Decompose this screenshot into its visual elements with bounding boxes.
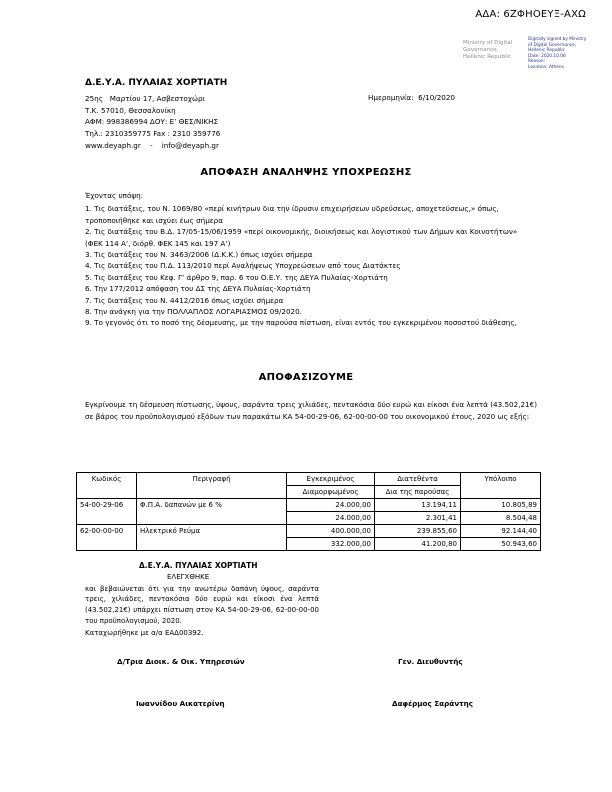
registration-line: Καταχωρήθηκε με α/α ΕΑΔ00392. (85, 628, 204, 637)
stamp-line: of Digital Governance, (528, 42, 577, 48)
amount-cell: 50.943,60 (461, 538, 541, 551)
ministry-line: Ministry of Digital (463, 40, 513, 46)
col-header-allocated: Διατεθέντα (375, 473, 461, 486)
legal-item-5: 5. Τις διατάξεις του Κεφ. Γ’ άρθρο 9, παρ. 6 του Ο.Ε.Υ. της ΔΕΥΑ Πυλαίας-Χορτιάτη (85, 272, 388, 282)
code-cell: 54-00-29-06 (77, 499, 137, 525)
col-header-balance: Υπόλοιπο (461, 473, 541, 499)
signature-title-left: Δ/Τρια Διοικ. & Οικ. Υπηρεσιών (117, 657, 245, 666)
decision-paragraph: Εγκρίνουμε τη δέσμευση πίστωσης, ύψους, σαράντα τρεις χιλιάδες, πεντακόσια δύο ευρώ και είκοσι ένα λεπτά (43.502,21€) σε βάρος του προϋπολογισμού εξόδων των παρακάτω ΚΑ 54-00-29-06, 62-00-00-00 του οικονομικού έτους, 2020 ως εξής: (85, 400, 537, 421)
legal-item-7: 7. Τις διατάξεις του Ν. 4412/2016 όπως ισχύει σήμερα (85, 295, 284, 305)
signature-name-right: Δαφέρμος Σαράντης (392, 699, 474, 708)
amount-cell: 332.000,00 (287, 538, 375, 551)
date-label: Ημερομηνία: 6/10/2020 (368, 93, 455, 102)
ada-code: ΑΔΑ: 6ΖΦΗΟΕΥΞ-ΑΧΩ (475, 9, 586, 20)
amount-cell: 92.144,40 (461, 525, 541, 538)
signature-name-left: Ιωαννίδου Αικατερίνη (136, 699, 225, 708)
table-header-row (77, 473, 541, 486)
stamp-line: Hellenic Republic (528, 48, 565, 53)
legal-basis-section (85, 190, 537, 329)
amount-cell: 2.301,41 (375, 512, 461, 525)
col-header-description: Περιγραφή (137, 473, 287, 499)
postal-line: Τ.Κ. 57010, Θεσσαλονίκη (85, 105, 176, 115)
amount-cell: 24.000,00 (287, 512, 375, 525)
ministry-line: Governance, (463, 47, 499, 53)
ministry-line: Hellenic Republic (463, 54, 512, 60)
amount-cell: 400.000,00 (287, 525, 375, 538)
table-row (77, 525, 541, 538)
legal-item-3: 3. Τις διατάξεις του Ν. 3463/2006 (Δ.Κ.Κ.) όπως ισχύει σήμερα (85, 250, 313, 260)
col-subheader-adjusted: Διαμορφωμένος (287, 486, 375, 499)
verification-org-name: Δ.Ε.Υ.Α. ΠΥΛΑΙΑΣ ΧΟΡΤΙΑΤΗ (139, 561, 258, 570)
organization-name: Δ.Ε.Υ.Α. ΠΥΛΑΙΑΣ ΧΟΡΤΙΑΤΗ (85, 78, 228, 88)
col-header-approved: Εγκεκριμένος (287, 473, 375, 486)
amount-cell: 239.855,60 (375, 525, 461, 538)
col-header-code: Κωδικός (77, 473, 137, 499)
description-cell: Ηλεκτρικό Ρεύμα (137, 525, 287, 551)
document-title: ΑΠΟΦΑΣΗ ΑΝΑΛΗΨΗΣ ΥΠΟΧΡΕΩΣΗΣ (200, 167, 412, 178)
table-row (77, 499, 541, 512)
amount-cell: 10.805,89 (461, 499, 541, 512)
amount-cell: 24.000,00 (287, 499, 375, 512)
amount-cell: 41.200,80 (375, 538, 461, 551)
tax-id-line: ΑΦΜ: 998386994 ΔΟΥ: Ε’ ΘΕΣ/ΝΙΚΗΣ (85, 117, 219, 127)
legal-item-4: 4. Τις διατάξεις του Π.Δ. 113/2010 περί Αναλήψεως Υποχρεώσεων από τους Διατάκτες (85, 261, 401, 271)
legal-item-9: 9. Το γεγονός ότι το ποσό της δέσμευσης, με την παρούσα πίστωση, είναι εντός του εγκεκριμένου ποσοστού διάθεσης, (85, 318, 517, 328)
amount-cell: 13.194,11 (375, 499, 461, 512)
address-line: 25ης Μαρτίου 17, Ασβεστοχώρι (85, 93, 205, 103)
code-cell: 62-00-00-00 (77, 525, 137, 551)
description-cell: Φ.Π.Α. δαπανών με 6 % (137, 499, 287, 525)
legal-item-1: 1. Τις διατάξεις, του Ν. 1069/80 «περί κινήτρων δια την ίδρυσιν επιχειρήσεων υδρεύσεως, αποχετεύσεως,» όπως, τροποποιήθηκε και ισχύει έως σήμερα (85, 204, 499, 225)
amount-cell: 8.504,48 (461, 512, 541, 525)
commitment-table (76, 472, 541, 551)
stamp-line: Digitally signed by Ministry (528, 37, 587, 42)
legal-item-8: 8. Την ανάγκη για την ΠΟΛΛΑΠΛΟΣ ΛΟΓΑΡΙΑΣΜΟΣ 09/2020. (85, 307, 302, 317)
phone-fax-line: Τηλ.: 2310359775 Fax : 2310 359776 (85, 129, 221, 139)
having-intro: Έχοντας υπόψη: (85, 191, 144, 200)
stamp-line: Reason: (528, 59, 546, 64)
website-email-line: www.deyaph.gr - info@deyaph.gr (85, 140, 219, 150)
ministry-watermark (463, 40, 525, 61)
stamp-line: Location: Athens (528, 64, 564, 70)
stamp-line: Date: 2020.10.06 (528, 53, 566, 59)
legal-item-6: 6. Την 177/2012 απόφαση του ΔΣ της ΔΕΥΑ Πυλαίας-Χορτιάτη (85, 284, 311, 294)
verification-block (85, 561, 319, 639)
digital-signature-stamp (528, 37, 602, 70)
signature-title-right: Γεν. Διευθυντής (398, 657, 463, 666)
verification-paragraph: και βεβαιώνεται ότι για την ανωτέρω δαπάνη ύψους, σαράντα τρεις, χιλιάδες, πεντακόσια δύο ευρώ και είκοσι ένα λεπτά (43.502,21€) υπάρχει πίστωση στον ΚΑ 54-00-29-06, 62-00-00-00 του προϋπολογισμού, 2020. (85, 584, 319, 625)
verification-checked-label: ΕΛΕΓΧΘΗΚΕ (167, 572, 210, 581)
col-subheader-present: Δια της παρούσας (375, 486, 461, 499)
organization-header (85, 78, 227, 152)
legal-item-2: 2. Τις διατάξεις του Β.Δ. 17/05-15/06/1959 «περί οικονομικής, διοικήσεως και λογιστικού των Δήμων και Κοινοτήτων» (ΦΕΚ 114 Α’, διόρθ. ΦΕΚ 145 και 197 Α’) (85, 227, 518, 248)
decision-heading: ΑΠΟΦΑΣΙΖΟΥΜΕ (258, 372, 354, 383)
